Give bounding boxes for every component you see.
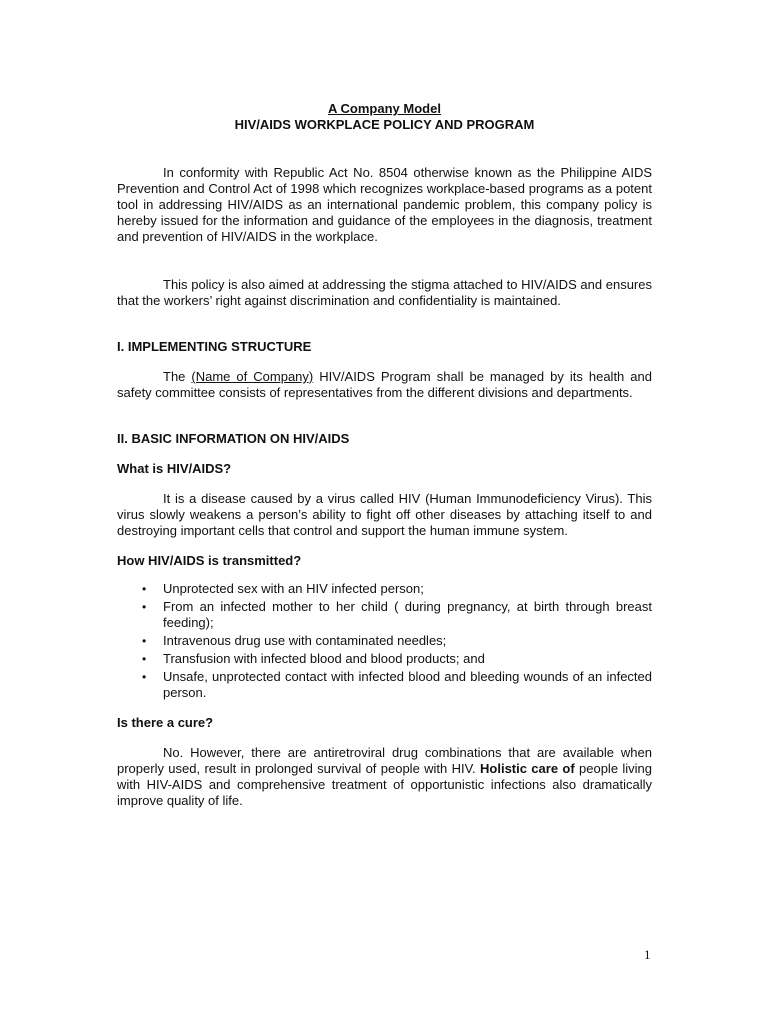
bullet-icon: • <box>142 600 147 614</box>
document-page <box>117 101 652 809</box>
company-name-placeholder: (Name of Company) <box>191 369 314 384</box>
question-what-is: What is HIV/AIDS? <box>117 461 232 476</box>
question-transmitted: How HIV/AIDS is transmitted? <box>117 553 302 568</box>
intro-paragraph-1: In conformity with Republic Act No. 8504 otherwise known as the Philippine AIDS Prevention and Control Act of 1998 which recognizes workplace-based programs as a potent tool in addressing HIV/AIDS as an international pandemic problem, this company policy is hereby issued for the information and guidance of the employees in the diagnosis, treatment and prevention of HIV/AIDS in the workplace. <box>117 165 652 244</box>
answer-cure: No. However, there are antiretroviral drug combinations that are available when properly used, result in prolonged survival of people with HIV. Holistic care of people living with HIV-AIDS and comprehensive treatment of opportunistic infections also dramatically improve quality of life. <box>117 745 653 808</box>
bullet-icon: • <box>142 634 147 648</box>
document-subtitle: HIV/AIDS WORKPLACE POLICY AND PROGRAM <box>234 117 535 132</box>
bullet-icon: • <box>142 670 147 684</box>
list-item: • Unprotected sex with an HIV infected person; <box>142 581 424 596</box>
list-item: • Unsafe, unprotected contact with infected blood and bleeding wounds of an infected person. <box>142 669 652 700</box>
section-2-heading: II. BASIC INFORMATION ON HIV/AIDS <box>117 431 350 446</box>
section-1-paragraph: The (Name of Company) HIV/AIDS Program shall be managed by its health and safety committee consists of representatives from the different divisions and departments. <box>117 369 652 400</box>
list-item: • From an infected mother to her child ( during pregnancy, at birth through breast feeding); <box>142 599 652 630</box>
transmission-list <box>117 581 652 701</box>
list-item: • Transfusion with infected blood and blood products; and <box>142 651 485 666</box>
document-title: A Company Model <box>328 101 441 116</box>
bullet-icon: • <box>142 652 147 666</box>
page-number: 1 <box>644 947 651 962</box>
list-item: • Intravenous drug use with contaminated needles; <box>142 633 447 648</box>
section-1-heading: I. IMPLEMENTING STRUCTURE <box>117 339 312 354</box>
answer-what-is: It is a disease caused by a virus called HIV (Human Immunodeficiency Virus). This virus slowly weakens a person’s ability to fight off other diseases by attaching itself to and destroying important cells that control and support the human immune system. <box>117 491 652 538</box>
bullet-icon: • <box>142 582 147 596</box>
intro-paragraph-2: This policy is also aimed at addressing the stigma attached to HIV/AIDS and ensures that the workers’ right against discrimination and confidentiality is maintained. <box>117 277 652 308</box>
question-cure: Is there a cure? <box>117 715 214 730</box>
